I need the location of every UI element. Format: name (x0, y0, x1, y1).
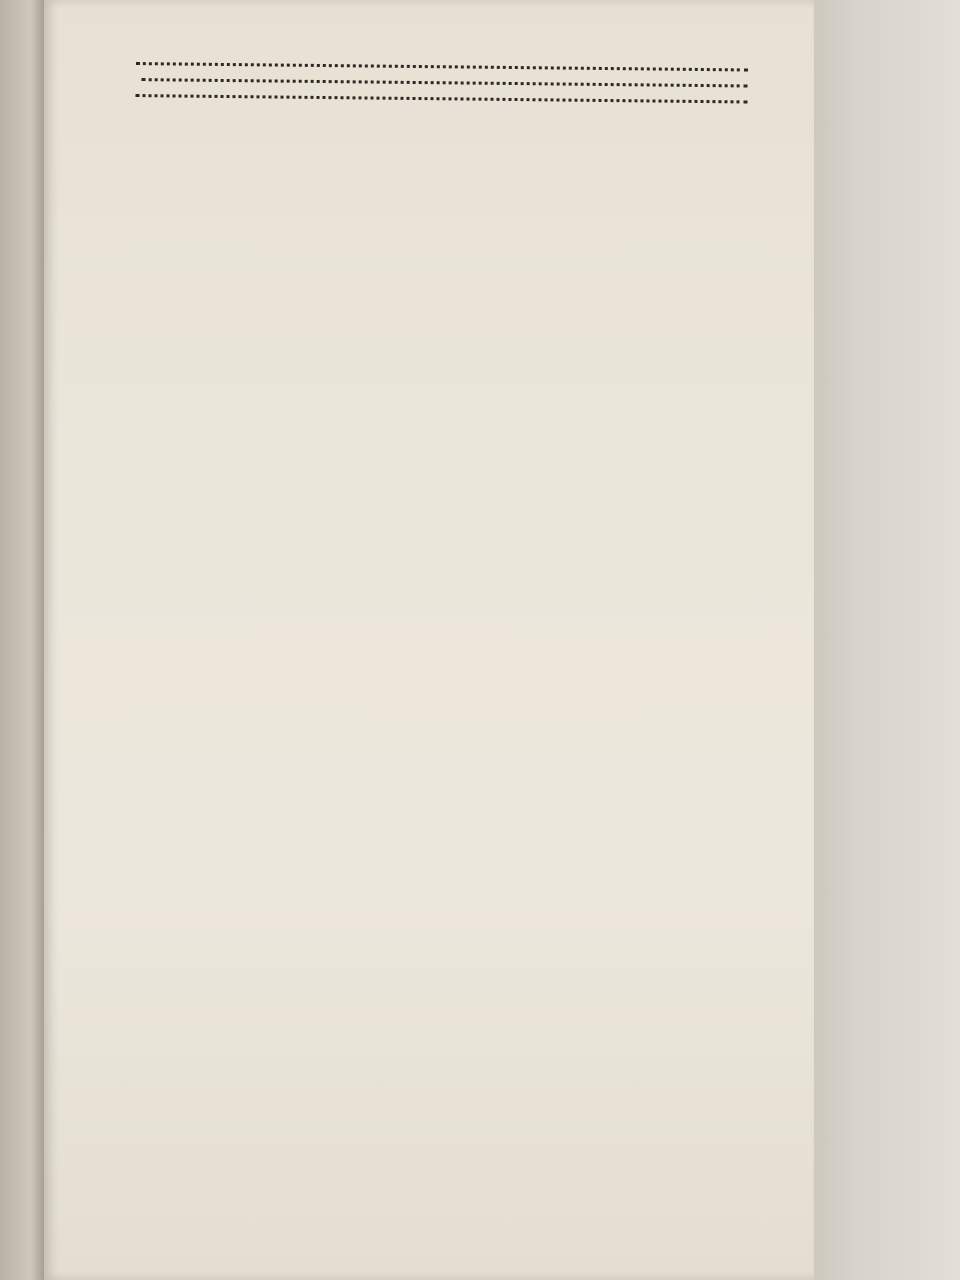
table-surface (790, 0, 960, 1280)
table-of-contents (129, 48, 790, 109)
book-page (44, 0, 814, 1280)
left-page-edge (0, 0, 44, 1280)
top-entries (130, 48, 790, 55)
